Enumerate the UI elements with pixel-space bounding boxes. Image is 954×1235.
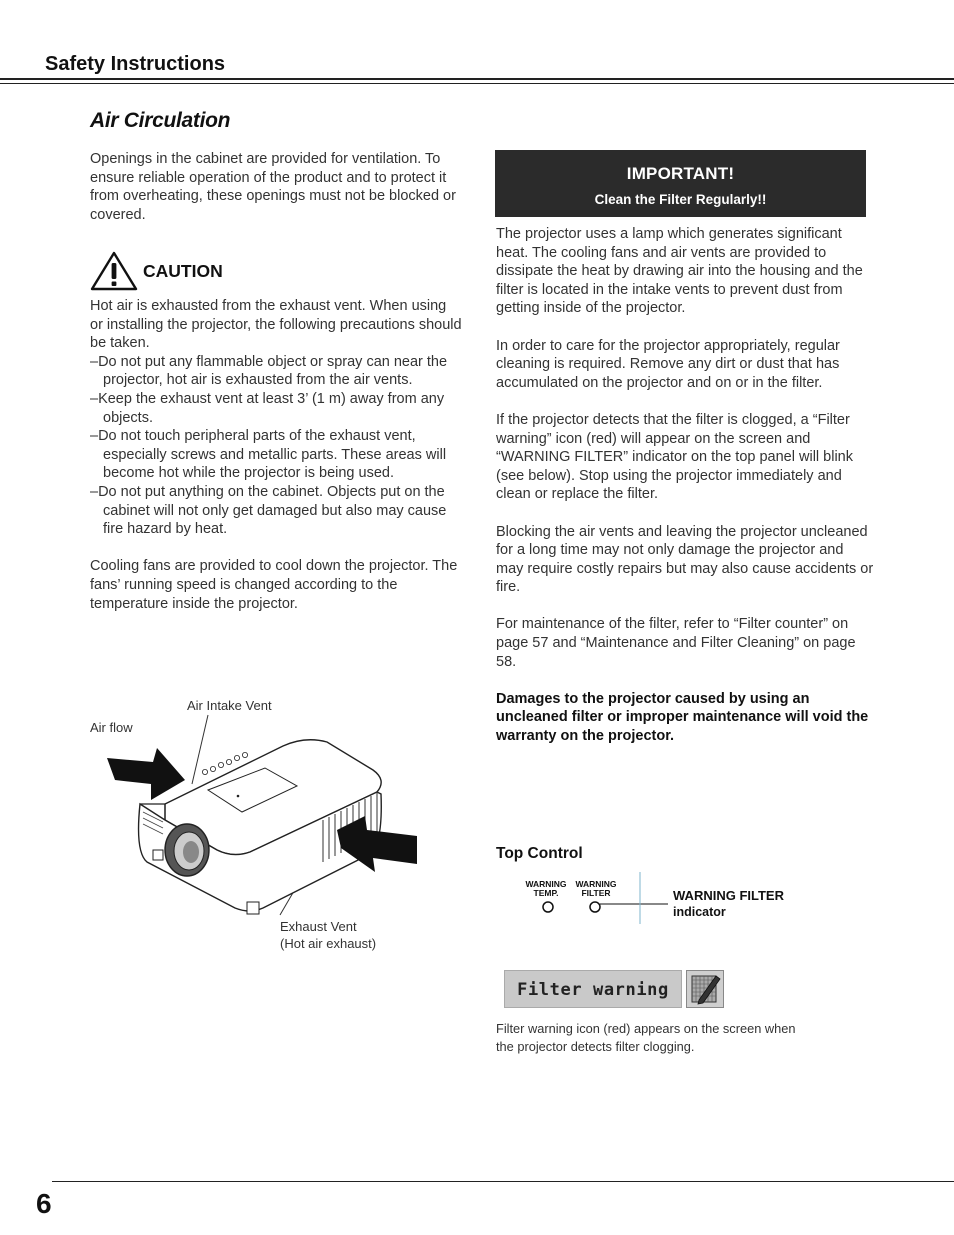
caution-intro: Hot air is exhausted from the exhaust vent. When using or installing the projector, the following precautions should be taken. [90,298,462,352]
filter-warning-caption: Filter warning icon (red) appears on the screen when the projector detects filter clogging. [496,1021,796,1054]
page-number: 6 [36,1188,52,1219]
warning-filter-indicator-icon [590,902,600,912]
paragraph: In order to care for the projector appropriately, regular cleaning is required. Remove any dirt or dust that has accumulated on the projector and on or in the filter. [496,337,840,391]
warning-filter-indicator-label: WARNING FILTER indicator [673,888,784,919]
important-box [495,150,866,217]
paragraph: For maintenance of the filter, refer to “Filter counter” on page 57 and “Maintenance and Filter Cleaning” on page 58. [496,616,856,670]
caution-warning-icon [90,251,138,291]
header-rule [0,78,954,80]
right-column-text [496,225,874,746]
header-rule-thin [0,83,954,84]
section-title: Air Circulation [90,109,231,132]
paragraph: The projector uses a lamp which generates significant heat. The cooling fans and air vents are provided to dissipate the heat by drawing air into the housing and the filter is located in the intake vents to prevent dust from getting inside of the projector. [496,226,863,317]
caution-body [90,297,462,613]
warranty-warning: Damages to the projector caused by using an uncleaned filter or improper maintenance will void the warranty on the projector. [496,690,869,745]
filter-warning-text: Filter warning [517,980,669,1000]
cooling-fans-paragraph: Cooling fans are provided to cool down the projector. The fans’ running speed is changed according to the temperature inside the projector. [90,558,458,612]
paragraph: If the projector detects that the filter is clogged, a “Filter warning” icon (red) will appear on the screen and “WARNING FILTER” indicator on the top panel will blink (see below). Stop using the projector immediately and clean or replace the filter. [496,411,853,503]
page-header-title: Safety Instructions [45,53,226,75]
projector-illustration [105,712,425,922]
top-control-title: Top Control [496,845,583,862]
exhaust-vent-label: Exhaust Vent (Hot air exhaust) [280,919,377,951]
filter-warning-bar [504,970,682,1008]
air-flow-label: Air flow [90,720,133,735]
warning-temp-label: WARNING TEMP. [525,879,567,898]
caution-item: –Do not put any flammable object or spray can near the projector, hot air is exhausted from the air vents. [90,353,448,389]
intro-paragraph: Openings in the cabinet are provided for ventilation. To ensure reliable operation of the product and to protect it from overheating, these openings must not be blocked or covered. [90,151,456,223]
warning-filter-label: WARNING FILTER [575,879,617,898]
caution-item: –Do not put anything on the cabinet. Objects put on the cabinet will not only get damaged but also may cause fire hazard by heat. [90,483,447,538]
air-intake-vent-label: Air Intake Vent [187,698,272,713]
caution-item: –Do not touch peripheral parts of the exhaust vent, especially screws and metallic parts. These areas will become hot while the projector is being used. [90,428,447,482]
top-control-indicators [536,870,676,926]
caution-label: CAUTION [143,261,223,281]
filter-warning-icon [686,970,724,1008]
paragraph: Blocking the air vents and leaving the projector uncleaned for a long time may not only damage the projector and may require costly repairs but may also cause accidents or fire. [496,523,874,596]
caution-item: –Keep the exhaust vent at least 3’ (1 m) away from any objects. [90,390,445,426]
important-title: IMPORTANT! [626,164,735,183]
warning-temp-indicator-icon [543,902,553,912]
footer-rule [52,1181,954,1182]
important-subtitle: Clean the Filter Regularly!! [594,192,767,207]
